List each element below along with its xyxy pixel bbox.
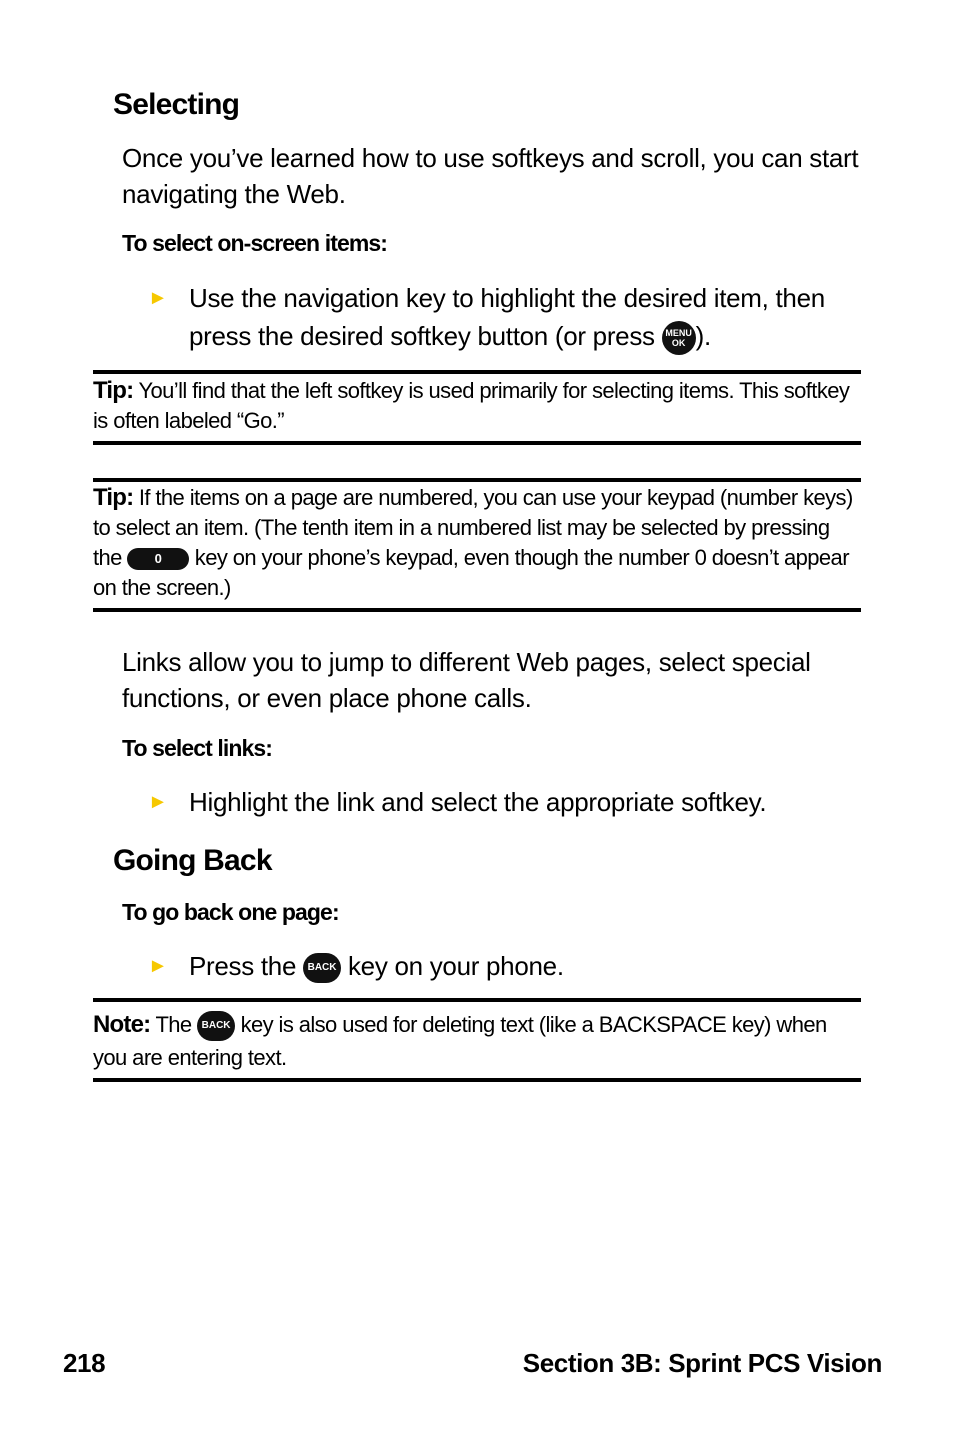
key-label: OK bbox=[671, 338, 686, 349]
heading-selecting: Selecting bbox=[113, 88, 240, 121]
bullet-highlight-link bbox=[148, 783, 868, 821]
note-text: The bbox=[150, 1012, 198, 1037]
bullet-text-part: Press the bbox=[189, 951, 304, 981]
tip-text: You’ll find that the left softkey is used primarily for selecting items. This softkey is often labeled “Go.” bbox=[93, 378, 850, 433]
subheading-select-on-screen-items: To select on-screen items: bbox=[122, 230, 388, 256]
tip-label: Tip: bbox=[93, 484, 134, 511]
bullet-arrow-icon: ► bbox=[148, 287, 168, 309]
subheading-go-back-one-page: To go back one page: bbox=[122, 899, 339, 925]
zero-key-icon: 0 bbox=[127, 548, 189, 570]
bullet-arrow-icon: ► bbox=[148, 791, 168, 813]
bullet-text bbox=[189, 279, 868, 355]
section-title: Section 3B: Sprint PCS Vision bbox=[522, 1348, 882, 1378]
divider bbox=[93, 1078, 861, 1082]
bullet-arrow-icon: ► bbox=[148, 955, 168, 977]
note-back-key bbox=[93, 1008, 861, 1074]
tip-numbered-items bbox=[93, 483, 861, 603]
tip-text: key on your phone’s keypad, even though the number 0 doesn’t appear on the screen.) bbox=[93, 545, 849, 600]
bullet-text-part: Use the navigation key to highlight the desired item, then press the desired softkey button (or press bbox=[189, 283, 825, 351]
bullet-text bbox=[189, 947, 868, 985]
bullet-press-back bbox=[148, 947, 868, 985]
back-key-icon: BACK bbox=[303, 953, 341, 983]
links-intro: Links allow you to jump to different Web pages, select special functions, or even place phone calls. bbox=[122, 647, 811, 713]
bullet-text-part: key on your phone. bbox=[341, 951, 564, 981]
tip-left-softkey bbox=[93, 376, 861, 436]
key-label: MENU bbox=[665, 328, 692, 339]
tip-label: Tip: bbox=[93, 377, 134, 404]
selecting-intro: Once you’ve learned how to use softkeys and scroll, you can start navigating the Web. bbox=[122, 143, 859, 209]
page-number: 218 bbox=[63, 1348, 106, 1378]
back-key-icon: BACK bbox=[197, 1011, 235, 1041]
tip-text: If the items on a page are numbered, you can use your keypad (number keys) to select an item. (The tenth item in a numbered list may be selected by pressing the bbox=[93, 485, 853, 570]
note-text: key is also used for deleting text (like a BACKSPACE key) when you are entering text. bbox=[93, 1012, 827, 1071]
bullet-text-part: ). bbox=[695, 321, 711, 351]
divider bbox=[93, 370, 861, 374]
divider bbox=[93, 478, 861, 482]
note-label: Note: bbox=[93, 1011, 151, 1038]
bullet-text: Highlight the link and select the appropriate softkey. bbox=[189, 787, 767, 817]
divider bbox=[93, 998, 861, 1002]
divider bbox=[93, 441, 861, 445]
divider bbox=[93, 608, 861, 612]
heading-going-back: Going Back bbox=[113, 844, 272, 877]
subheading-select-links: To select links: bbox=[122, 735, 273, 761]
menu-ok-key-icon bbox=[662, 321, 696, 355]
bullet-select-item bbox=[148, 279, 868, 355]
